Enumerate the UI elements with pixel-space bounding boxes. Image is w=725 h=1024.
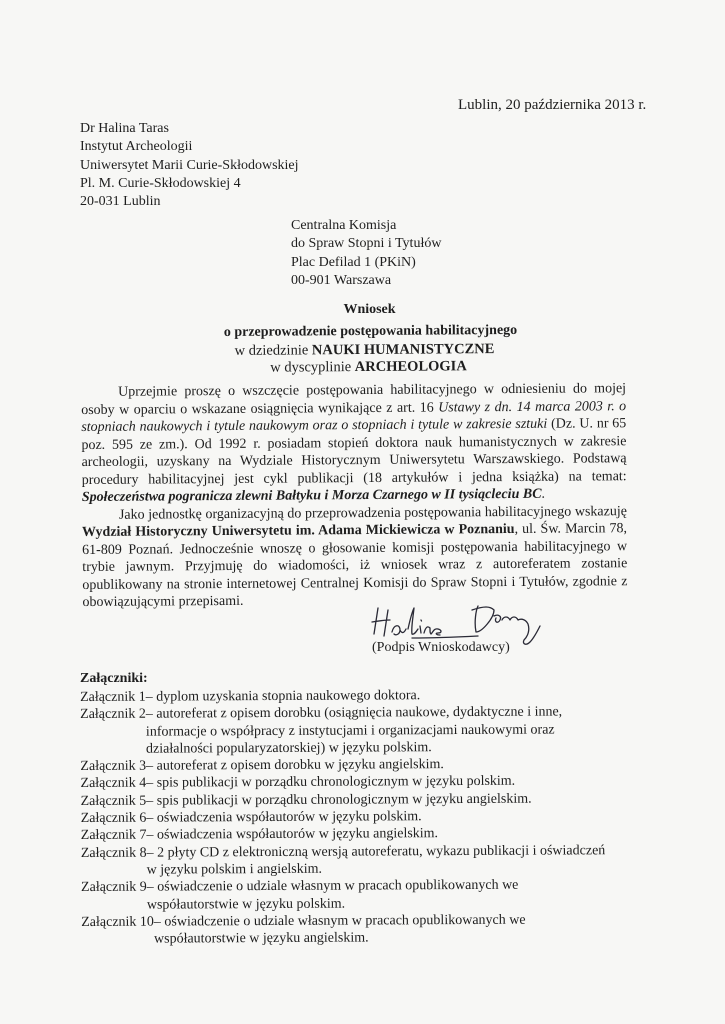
list-item	[81, 911, 641, 949]
list-item	[81, 876, 641, 914]
body-text: Jako jednostkę organizacyjną do przeprowadzenia postępowania habilitacyjnego wskazuję	[118, 503, 627, 523]
recipient-line: do Spraw Stopni i Tytułów	[291, 236, 442, 252]
attachment-text: – spis publikacji w porządku chronologicznym w języku angielskim.	[146, 791, 532, 809]
attachment-text: – spis publikacji w porządku chronologicznym w języku polskim.	[146, 774, 516, 792]
institution-name: Wydział Historyczny Uniwersytetu im. Adama Mickiewicza w Poznaniu	[81, 521, 515, 540]
habilitation-topic: Społeczeństwa pogranicza zlewni Bałtyku i Morza Czarnego w II tysiącleciu BC	[81, 486, 542, 505]
sender-line: Pl. M. Curie-Skłodowskiej 4	[80, 175, 241, 191]
attachment-text: – 2 płyty CD z elektroniczną wersją autoreferatu, wykazu publikacji i oświadczeń w języku polskim i angielskim.	[146, 842, 606, 878]
sender-address	[80, 120, 299, 211]
attachment-text: – oświadczenie o udziale własnym w pracach opublikowanych we współautorstwie w języku angielskim.	[153, 912, 526, 947]
sender-line: Instytut Archeologii	[80, 139, 193, 155]
recipient-address	[291, 217, 441, 290]
letter-body	[81, 380, 628, 611]
recipient-line: 00-901 Warszawa	[291, 272, 392, 288]
attachment-label: Załącznik 9	[81, 879, 147, 896]
body-text: .	[541, 486, 546, 502]
attachment-label: Załącznik 4	[80, 776, 147, 792]
attachment-label: Załącznik 8	[80, 845, 147, 861]
recipient-line: Plac Defilad 1 (PKiN)	[291, 254, 416, 270]
attachment-label: Załącznik 7	[80, 828, 147, 844]
signature-caption: (Podpis Wnioskodawcy)	[372, 640, 510, 655]
attachment-label: Załącznik 1	[80, 689, 146, 705]
attachment-label: Załącznik 3	[80, 758, 147, 775]
list-item	[81, 842, 641, 880]
body-text: Uprzejmie proszę o wszczęcie postępowania habilitacyjnego w odniesieniu do mojej osoby w oparciu o wskazane osiągnięcia wynikające z art. 16	[81, 381, 627, 418]
discipline-value: ARCHEOLOGIA	[354, 358, 467, 376]
attachment-text: – oświadczenia współautorów w języku angielskim.	[146, 826, 439, 844]
attachment-text: – dyplom uzyskania stopnia naukowego doktora.	[145, 688, 421, 705]
attachment-label: Załącznik 2	[80, 706, 146, 723]
attachments-list	[80, 686, 641, 948]
body-text: (Dz. U. nr 65 poz. 595 ze zm.). Od 1992 r. posiadam stopień doktora nauk humanistycznych w zakresie archeologii, uzyskany na Wydziale Historycznym Uniwersytetu Warszawskiego. Podstawą procedury habilitacyjnej jest cykl publikacji (18 artykułów i jedna książka) na temat:	[81, 416, 627, 488]
attachment-label: Załącznik 10	[81, 914, 154, 930]
subject-line: o przeprowadzenie postępowania habilitacyjnego	[223, 322, 518, 340]
law-citation: Ustawy z dn. 14 marca 2003 r. o stopniach naukowych i tytule naukowym oraz o stopniach i tytule w zakresie sztuki	[81, 398, 627, 435]
field-prefix: w dziedzinie	[234, 342, 312, 359]
attachment-label: Załącznik 5	[80, 793, 147, 809]
discipline-prefix: w dyscyplinie	[270, 359, 355, 376]
sender-line: 20-031 Lublin	[80, 194, 161, 210]
recipient-line: Centralna Komisja	[291, 218, 397, 233]
sender-line: Dr Halina Taras	[80, 121, 169, 136]
discipline-line	[0, 356, 725, 378]
list-item	[80, 703, 640, 758]
body-paragraph-1	[81, 380, 627, 506]
attachment-label: Załącznik 6	[80, 810, 147, 827]
attachment-text: – oświadczenie o udziale własnym w pracach opublikowanych we współautorstwie w języku polskim.	[146, 877, 519, 913]
letter-date: Lublin, 20 października 2013 r.	[458, 97, 647, 113]
body-paragraph-2	[82, 503, 628, 612]
document-title: Wniosek	[343, 302, 396, 317]
body-text: , ul. Św. Marcin 78, 61-809 Poznań. Jednocześnie wnoszę o głosowanie komisji postępowania habilitacyjnego w trybie jawnym. Przyjmuję do wiadomości, iż wniosek wraz z autoreferatem zostanie opublikowany na stronie internetowej Centralnej Komisji do Spraw Stopni i Tytułów, zgodnie z obowiązującymi przepisami.	[82, 521, 628, 610]
sender-line: Uniwersytet Marii Curie-Skłodowskiej	[80, 157, 299, 173]
field-value: NAUKI HUMANISTYCZNE	[311, 341, 495, 359]
attachment-text: – autoreferat z opisem dorobku (osiągnięcia naukowe, dydaktyczne i inne, informacje o współpracy z instytucjami i organizacjami naukowymi oraz działalności popularyzatorskiej) w języku polskim.	[145, 704, 563, 757]
attachment-text: – oświadczenia współautorów w języku polskim.	[146, 809, 422, 826]
attachments-heading: Załączniki:	[80, 671, 148, 686]
attachment-text: – autoreferat z opisem dorobku w języku angielskim.	[146, 757, 444, 774]
